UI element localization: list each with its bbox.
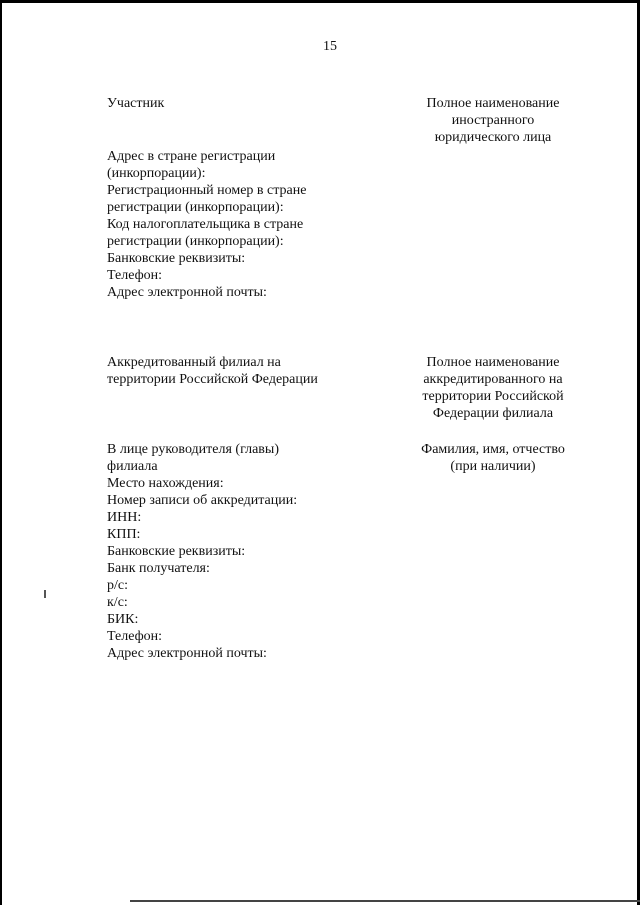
detail-line: регистрации (инкорпорации): [107,234,284,249]
participant-name-line: Полное наименование [426,96,560,111]
detail-line: Банковские реквизиты: [107,544,246,559]
branch-name-line: аккредитированного на [423,372,563,387]
detail-line: Банк получателя: [107,561,210,576]
branch-name-line: Федерации филиала [432,406,554,421]
participant-name-placeholder [398,95,588,146]
detail-line: р/с: [107,578,128,593]
detail-line: регистрации (инкорпорации): [107,200,284,215]
participant-name-line: иностранного [451,113,535,128]
detail-line: БИК: [107,612,139,627]
head-label-line: В лице руководителя (главы) [107,442,279,457]
scan-border-left [0,0,2,905]
detail-line: Номер записи об аккредитации: [107,493,298,508]
head-label [107,441,279,475]
detail-line: Адрес электронной почты: [107,285,267,300]
head-label-line: филиала [107,459,158,474]
detail-line: Место нахождения: [107,476,224,491]
branch-details-list [107,475,297,662]
detail-line: Адрес электронной почты: [107,646,267,661]
head-name-line: (при наличии) [450,459,536,474]
branch-label [107,354,318,388]
detail-line: Банковские реквизиты: [107,251,246,266]
detail-line: Регистрационный номер в стране [107,183,307,198]
participant-label: Участник [107,96,165,111]
foreign-details-list [107,148,306,301]
detail-line: Телефон: [107,629,163,644]
detail-line: Код налогоплательщика в стране [107,217,304,232]
head-name-placeholder [398,441,588,475]
head-name-line: Фамилия, имя, отчество [421,442,565,457]
branch-label-line: Аккредитованный филиал на [107,355,281,370]
detail-line: (инкорпорации): [107,166,206,181]
detail-line: Телефон: [107,268,163,283]
page-number: 15 [323,39,337,54]
branch-name-placeholder [398,354,588,422]
detail-line: к/с: [107,595,128,610]
participant-name-line: юридического лица [434,130,552,145]
scan-border-top [0,0,640,3]
scan-speck [44,590,46,598]
detail-line: КПП: [107,527,141,542]
branch-name-line: Полное наименование [426,355,560,370]
scan-border-bottom [130,900,640,902]
detail-line: Адрес в стране регистрации [107,149,276,164]
detail-line: ИНН: [107,510,142,525]
branch-label-line: территории Российской Федерации [107,372,318,387]
branch-name-line: территории Российской [422,389,564,404]
